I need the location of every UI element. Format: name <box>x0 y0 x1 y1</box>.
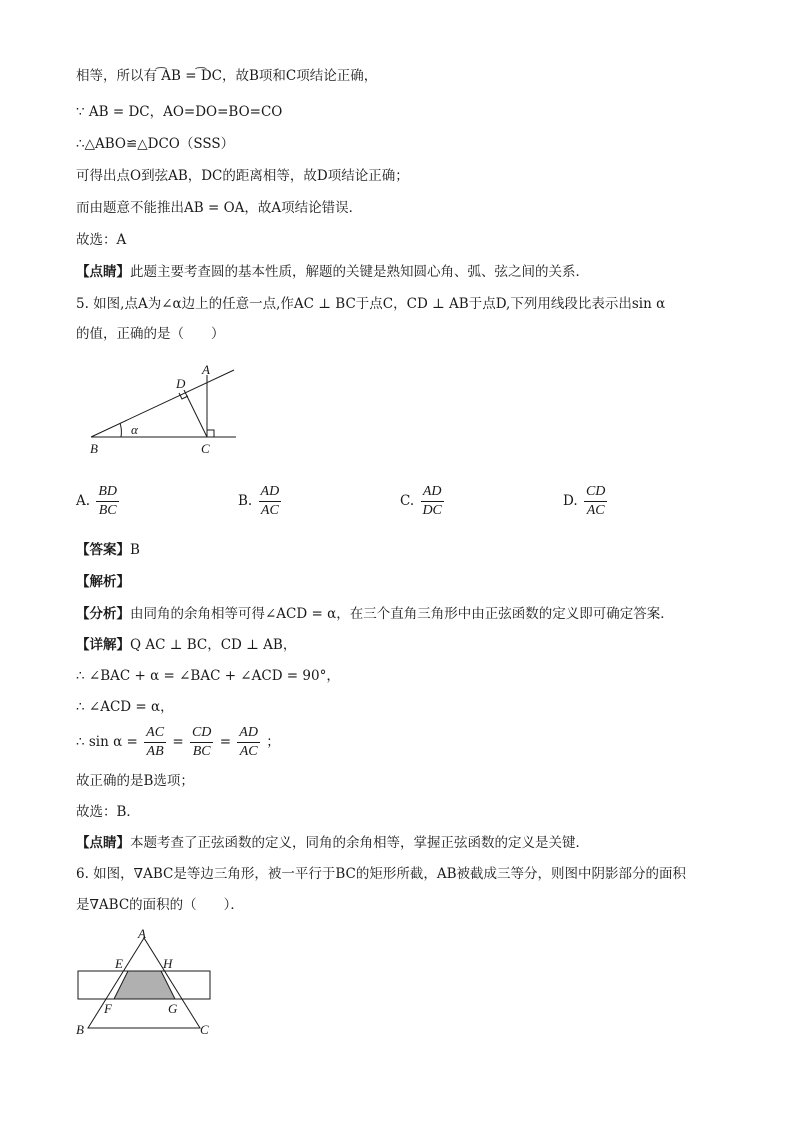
fig5-label-alpha: α <box>131 422 138 437</box>
option-d-fraction <box>584 484 607 519</box>
fig6-label-f: F <box>104 1001 112 1016</box>
dianjing-2-tag: 【点睛】 <box>76 835 130 851</box>
option-a[interactable] <box>76 484 121 519</box>
sin-fraction-1-numerator: AC <box>144 725 166 743</box>
dianjing-2-text: 本题考查了正弦函数的定义，同角的余角相等，掌握正弦函数的定义是关键． <box>130 835 589 851</box>
fenxi-line <box>76 604 674 624</box>
sin-fraction-2-numerator: CD <box>190 725 213 743</box>
sin-fraction-1-denominator: AB <box>146 744 164 759</box>
fig5-label-c: C <box>201 441 210 456</box>
detail-line-5: 故正确的是B选项； <box>76 773 194 789</box>
text-line-3: ∴△ABO≌△DCO（SSS） <box>76 136 235 152</box>
answer-line <box>76 540 140 560</box>
figure-6-diagram <box>70 922 230 1042</box>
dianjing-line <box>76 262 589 282</box>
option-c-numerator: AD <box>421 484 444 502</box>
sin-fraction-3-denominator: AC <box>239 744 258 759</box>
answer-value: B <box>130 542 140 558</box>
option-d[interactable] <box>563 484 609 519</box>
detail-line-6: 故选：B． <box>76 804 140 820</box>
text-line-2: ∵ AB = DC，AO=DO=BO=CO <box>76 104 283 120</box>
option-a-denominator: BC <box>98 503 117 518</box>
option-c-fraction <box>420 484 443 519</box>
detail-line-2: ∴ ∠BAC + α = ∠BAC + ∠ACD = 90°， <box>76 668 340 684</box>
sin-fraction-3 <box>237 725 260 760</box>
detail-line-3: ∴ ∠ACD = α， <box>76 699 174 715</box>
fig5-label-b: B <box>90 441 98 456</box>
analysis-tag: 【解析】 <box>76 574 130 590</box>
question-6-line-2: 是∇ABC的面积的（ ）． <box>76 897 244 913</box>
analysis-heading <box>76 572 130 592</box>
fig6-label-c: C <box>200 1022 209 1037</box>
text-line-6: 故选：A <box>76 232 127 248</box>
detail-text-1: Q AC ⊥ BC，CD ⊥ AB， <box>130 637 297 653</box>
dianjing-tag: 【点睛】 <box>76 264 130 280</box>
shaded-region <box>114 971 175 999</box>
fig5-label-d: D <box>176 376 186 391</box>
dianjing-text: 此题主要考查圆的基本性质，解题的关键是熟知圆心角、弧、弦之间的关系． <box>130 264 589 280</box>
question-6-line-1: 6. 如图，∇ABC是等边三角形，被一平行于BC的矩形所截，AB被截成三等分，则图中阴影部分的面积 <box>76 866 687 882</box>
option-b-fraction <box>259 484 282 519</box>
option-a-label: A. <box>76 493 91 509</box>
sin-fraction-2-denominator: BC <box>192 744 211 759</box>
question-5-line-1: 5. 如图,点A为∠α边上的任意一点,作AC ⊥ BC于点C，CD ⊥ AB于点D,下列用线段比表示出sin α <box>76 296 666 312</box>
sin-fraction-3-numerator: AD <box>237 725 260 743</box>
option-a-fraction <box>96 484 119 519</box>
option-b-numerator: AD <box>259 484 282 502</box>
option-c-denominator: DC <box>422 503 442 518</box>
option-b-label: B. <box>238 493 253 509</box>
option-c-label: C. <box>400 493 415 509</box>
equals-sign: = <box>172 734 184 750</box>
text-line-4: 可得出点O到弦AB，DC的距离相等，故D项结论正确； <box>76 168 409 184</box>
text-line-5: 而由题意不能推出AB = OA，故A项结论错误． <box>76 200 363 216</box>
sin-fraction-1 <box>144 725 166 760</box>
detail-line-4 <box>76 722 280 762</box>
detail-line-1 <box>76 635 296 655</box>
fenxi-tag: 【分析】 <box>76 606 130 622</box>
semicolon: ； <box>266 734 280 750</box>
question-5-line-2: 的值，正确的是（ ） <box>76 326 225 342</box>
fig6-label-a: A <box>138 926 146 941</box>
detail-tag: 【详解】 <box>76 637 130 653</box>
fig6-label-g: G <box>168 1001 178 1016</box>
answer-tag: 【答案】 <box>76 542 130 558</box>
fig5-label-a: A <box>202 362 210 377</box>
option-d-numerator: CD <box>584 484 607 502</box>
option-a-numerator: BD <box>96 484 119 502</box>
option-b-denominator: AC <box>260 503 279 518</box>
fig6-label-h: H <box>163 956 173 971</box>
sin-prefix: ∴ sin α = <box>76 734 138 750</box>
sin-fraction-2 <box>190 725 213 760</box>
fig6-label-e: E <box>115 956 123 971</box>
text-line-1: 相等，所以有 ͡AB = ͡DC，故B项和C项结论正确， <box>76 68 378 84</box>
equals-sign: = <box>219 734 231 750</box>
figure-5-diagram <box>76 360 246 460</box>
option-c[interactable] <box>400 484 446 519</box>
fenxi-text: 由同角的余角相等可得∠ACD = α，在三个直角三角形中由正弦函数的定义即可确定答案． <box>130 606 674 622</box>
option-b[interactable] <box>238 484 283 519</box>
option-d-denominator: AC <box>586 503 605 518</box>
dianjing-2-line <box>76 833 589 853</box>
option-d-label: D. <box>563 493 578 509</box>
fig6-label-b: B <box>76 1022 84 1037</box>
